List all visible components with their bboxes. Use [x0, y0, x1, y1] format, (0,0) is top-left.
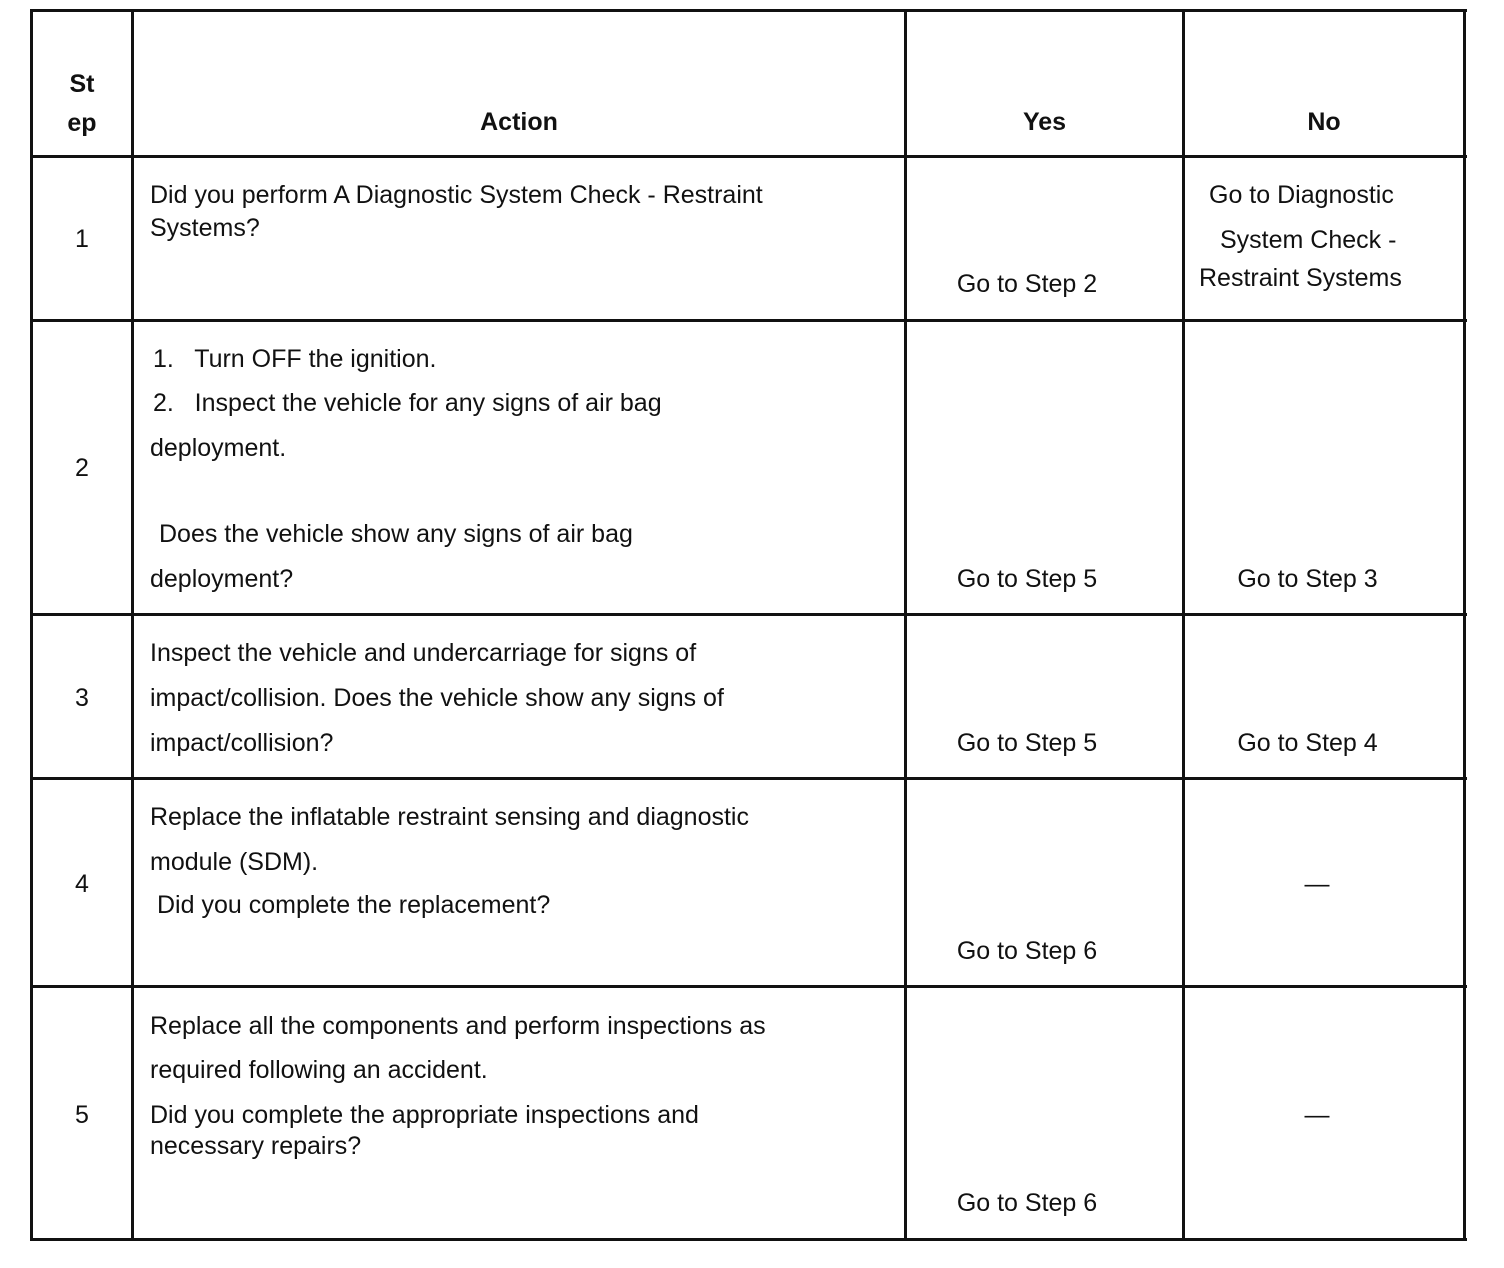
action-text: impact/collision?: [150, 729, 334, 757]
row-divider: [30, 777, 1467, 780]
column-divider: [131, 9, 134, 1241]
step-number: 1: [75, 225, 89, 253]
table-border-bottom: [30, 1238, 1467, 1241]
action-text: Systems?: [150, 214, 260, 242]
action-text: Inspect the vehicle and undercarriage for signs of: [150, 639, 697, 667]
column-divider: [904, 9, 907, 1241]
yes-result: Go to Step 6: [956, 1189, 1098, 1217]
no-result: System Check -: [1220, 226, 1397, 254]
table-border-top: [30, 9, 1467, 12]
no-result: Go to Step 3: [1237, 565, 1378, 593]
row-divider: [30, 319, 1467, 322]
yes-result: Go to Step 5: [956, 565, 1098, 593]
action-text: deployment?: [150, 565, 294, 593]
header-action: Action: [480, 108, 558, 136]
action-text: required following an accident.: [150, 1056, 488, 1084]
action-text: necessary repairs?: [150, 1132, 362, 1160]
yes-result: Go to Step 2: [956, 270, 1098, 298]
action-text: Replace the inflatable restraint sensing and diagnostic: [150, 803, 749, 831]
action-text: Did you complete the replacement?: [157, 891, 551, 919]
table-border-left: [30, 9, 33, 1241]
step-number: 4: [75, 870, 89, 898]
no-result: Restraint Systems: [1199, 264, 1402, 292]
step-number: 2: [75, 454, 89, 482]
action-text: impact/collision. Does the vehicle show any signs of: [150, 684, 724, 712]
no-result: —: [1304, 1101, 1330, 1129]
action-text: module (SDM).: [150, 848, 319, 876]
no-result: Go to Step 4: [1237, 729, 1378, 757]
no-result: —: [1304, 870, 1330, 898]
header-yes: Yes: [1022, 108, 1067, 136]
action-text: Does the vehicle show any signs of air bag: [159, 520, 633, 548]
table-border-right: [1463, 9, 1466, 1241]
column-divider: [1182, 9, 1185, 1241]
step-number: 3: [75, 684, 89, 712]
action-text: 1. Turn OFF the ignition.: [153, 345, 437, 373]
row-divider: [30, 155, 1467, 158]
header-step-line2: ep: [67, 109, 97, 137]
header-no: No: [1307, 108, 1341, 136]
row-divider: [30, 613, 1467, 616]
action-text: Replace all the components and perform inspections as: [150, 1012, 766, 1040]
action-text: Did you complete the appropriate inspections and: [150, 1101, 699, 1129]
action-text: Did you perform A Diagnostic System Check - Restraint: [150, 181, 763, 209]
row-divider: [30, 985, 1467, 988]
yes-result: Go to Step 5: [956, 729, 1098, 757]
step-number: 5: [75, 1101, 89, 1129]
header-step-line1: St: [69, 70, 95, 98]
action-text: 2. Inspect the vehicle for any signs of air bag: [153, 389, 662, 417]
no-result: Go to Diagnostic: [1209, 181, 1394, 209]
yes-result: Go to Step 6: [956, 937, 1098, 965]
action-text: deployment.: [150, 434, 287, 462]
